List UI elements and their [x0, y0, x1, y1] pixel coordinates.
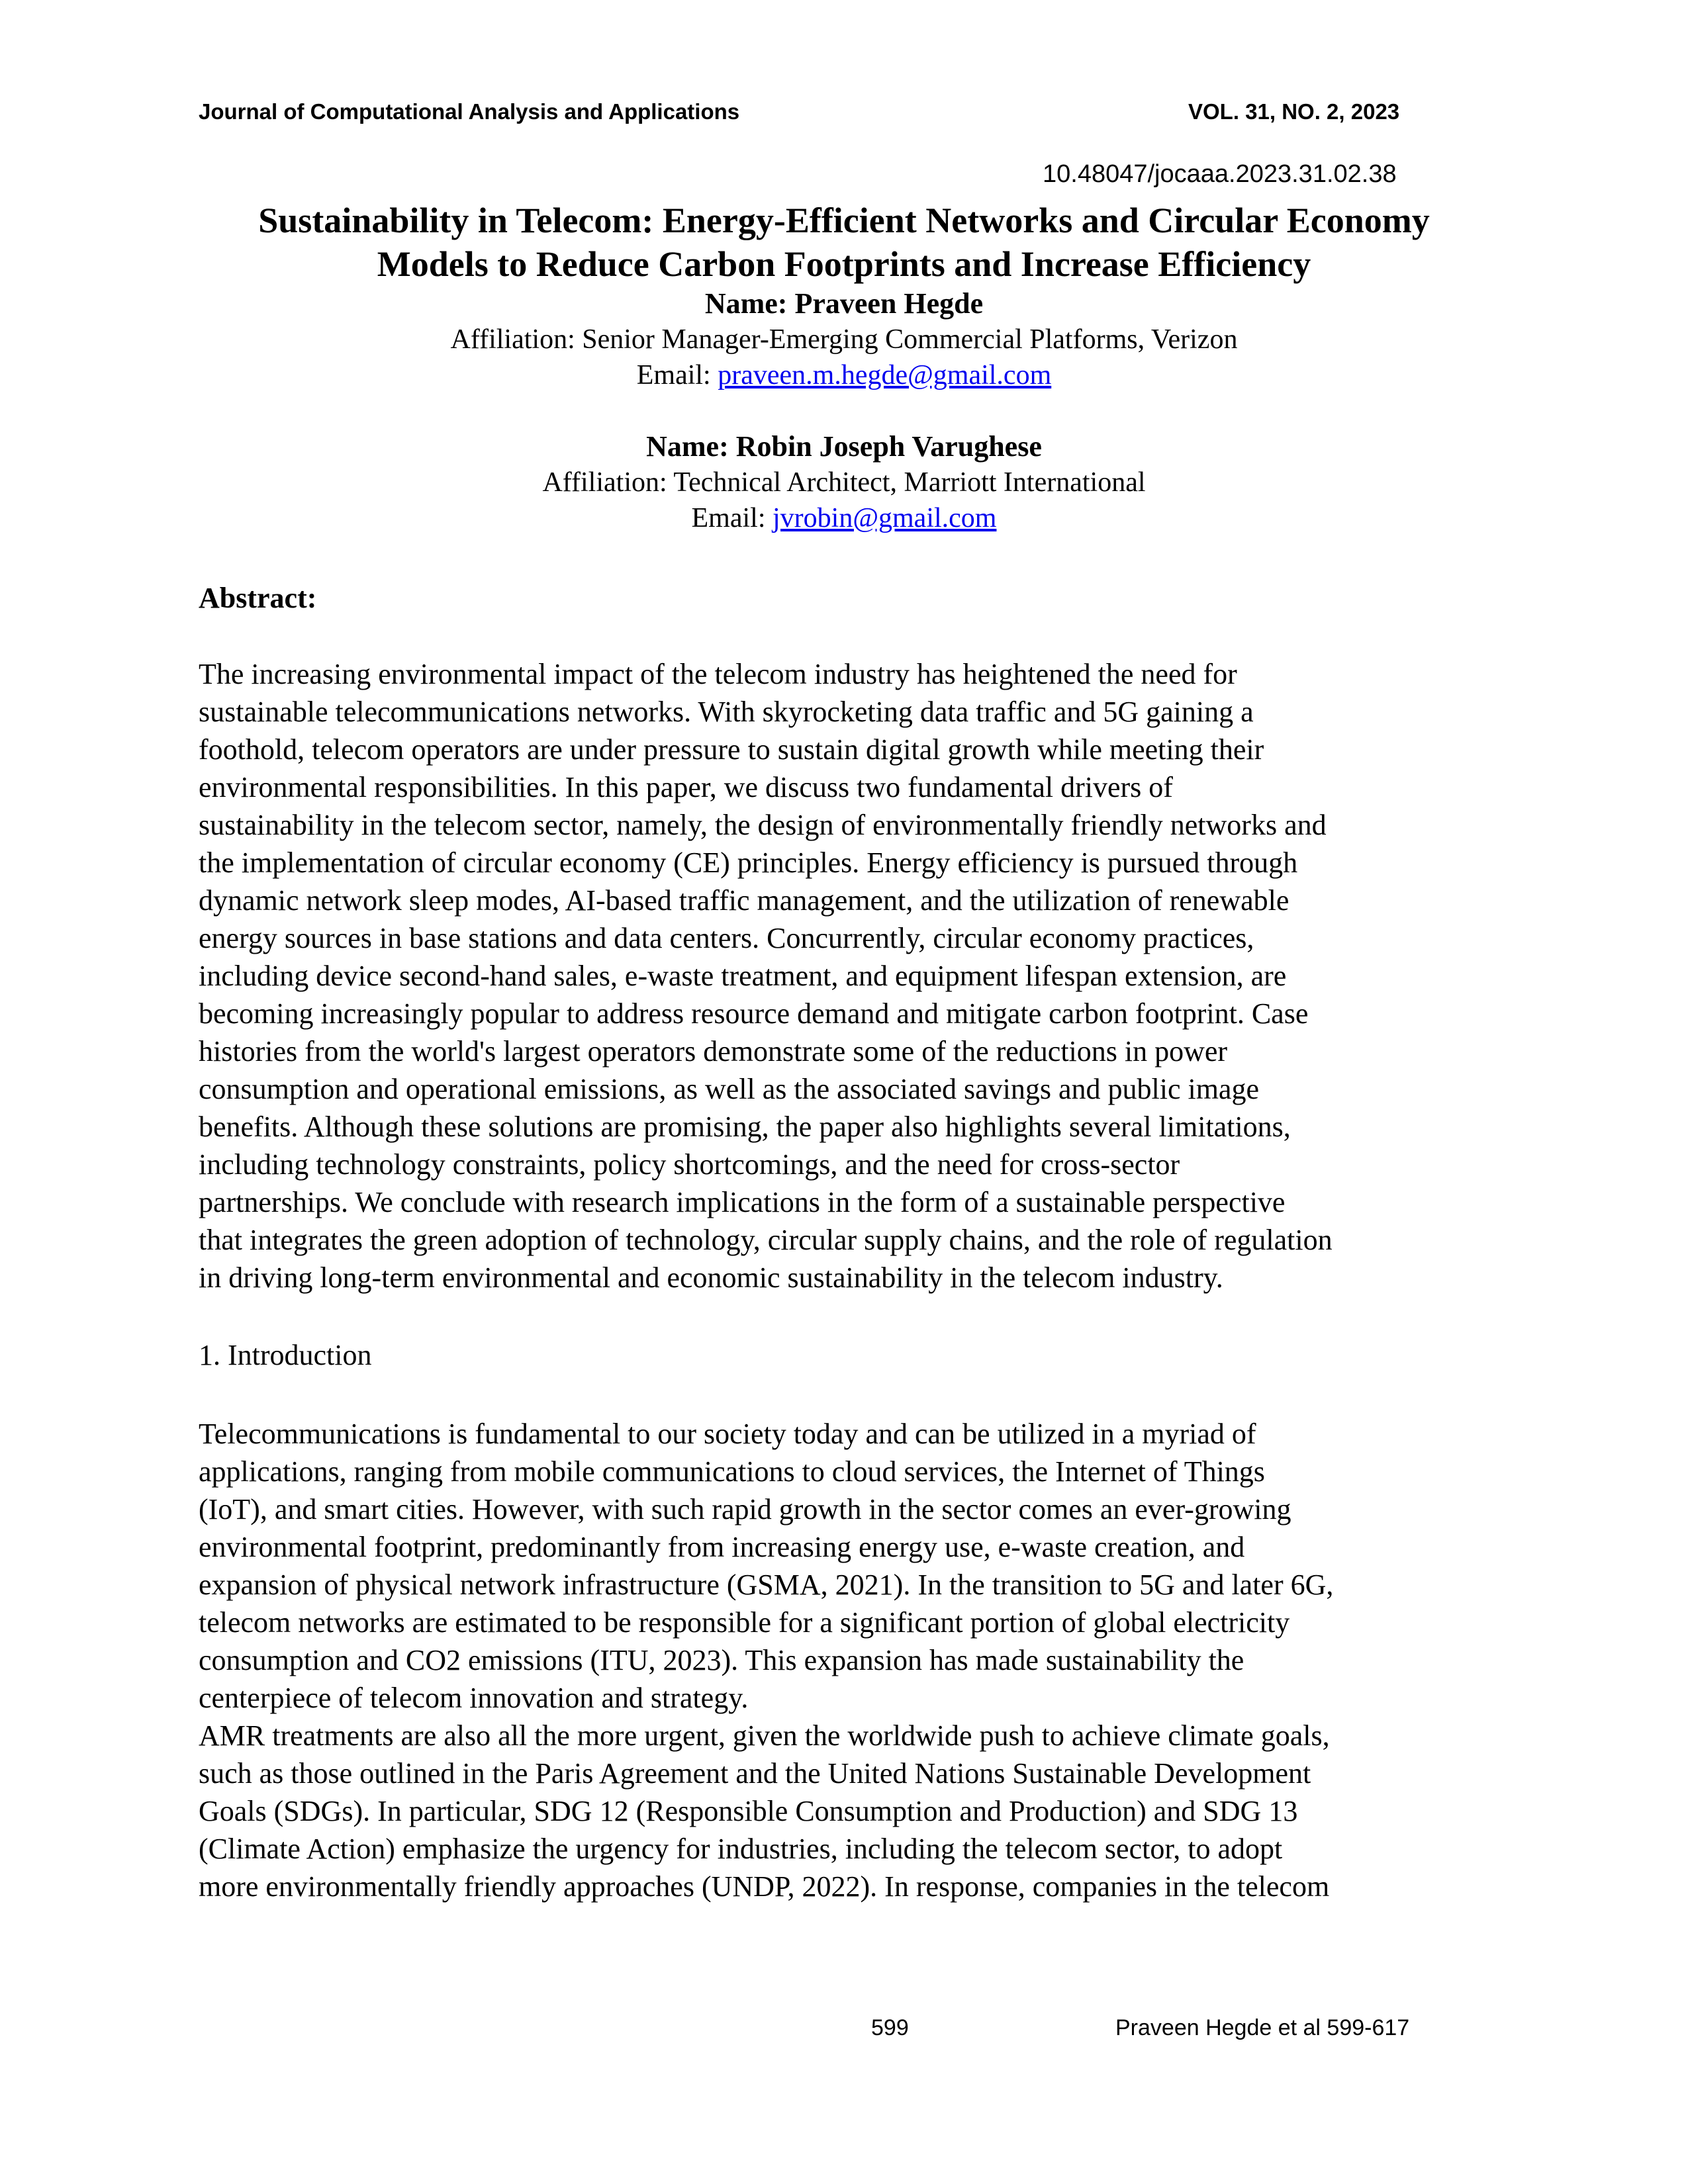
author-affiliation: Affiliation: Senior Manager-Emerging Commercial Platforms, Verizon [450, 324, 1238, 355]
text-line: including device second-hand sales, e-waste treatment, and equipment lifespan extension, are [199, 960, 1287, 992]
author-name: Name: Praveen Hegde [704, 287, 984, 320]
author-name: Name: Robin Joseph Varughese [646, 430, 1042, 463]
text-line: more environmentally friendly approaches (UNDP, 2022). In response, companies in the telecom [199, 1870, 1330, 1903]
text-line: consumption and CO2 emissions (ITU, 2023). This expansion has made sustainability the [199, 1644, 1244, 1676]
text-line: Goals (SDGs). In particular, SDG 12 (Responsible Consumption and Production) and SDG 13 [199, 1795, 1298, 1827]
text-line: the implementation of circular economy (CE) principles. Energy efficiency is pursued through [199, 846, 1298, 879]
text-line: including technology constraints, policy shortcomings, and the need for cross-sector [199, 1148, 1180, 1181]
text-line: AMR treatments are also all the more urgent, given the worldwide push to achieve climate goals, [199, 1719, 1330, 1752]
title-block [132, 199, 1556, 536]
footer-author-pages: Praveen Hegde et al 599-617 [1115, 2015, 1410, 2040]
text-line: in driving long-term environmental and economic sustainability in the telecom industry. [199, 1261, 1223, 1294]
email-label: Email: [691, 503, 773, 533]
text-line: environmental responsibilities. In this paper, we discuss two fundamental drivers of [199, 771, 1173, 803]
text-line: benefits. Although these solutions are promising, the paper also highlights several limitations, [199, 1111, 1291, 1143]
text-line: (Climate Action) emphasize the urgency for industries, including the telecom sector, to adopt [199, 1833, 1283, 1865]
email-label: Email: [636, 360, 718, 390]
author-email-link[interactable]: praveen.m.hegde@gmail.com [718, 360, 1052, 390]
text-line: consumption and operational emissions, as well as the associated savings and public image [199, 1073, 1259, 1105]
text-line: that integrates the green adoption of technology, circular supply chains, and the role of regulation [199, 1224, 1333, 1256]
text-line: dynamic network sleep modes, AI-based traffic management, and the utilization of renewable [199, 884, 1289, 917]
author-email-line [132, 357, 1556, 393]
introduction-body [199, 1415, 1496, 1905]
page-number: 599 [871, 2015, 909, 2040]
section-heading-introduction: 1. Introduction [199, 1339, 372, 1371]
doi: 10.48047/jocaaa.2023.31.02.38 [1043, 160, 1397, 188]
paper-title-line-1: Sustainability in Telecom: Energy-Efficient Networks and Circular Economy [258, 201, 1430, 240]
journal-volume: VOL. 31, NO. 2, 2023 [1188, 99, 1400, 124]
text-line: expansion of physical network infrastructure (GSMA, 2021). In the transition to 5G and later 6G, [199, 1569, 1334, 1601]
author-email-link[interactable]: jvrobin@gmail.com [773, 503, 997, 533]
journal-name: Journal of Computational Analysis and Applications [199, 99, 740, 124]
text-line: centerpiece of telecom innovation and strategy. [199, 1682, 749, 1714]
text-line: sustainability in the telecom sector, namely, the design of environmentally friendly networks and [199, 809, 1327, 841]
text-line: such as those outlined in the Paris Agreement and the United Nations Sustainable Development [199, 1757, 1311, 1790]
text-line: environmental footprint, predominantly from increasing energy use, e-waste creation, and [199, 1531, 1245, 1563]
paper-title-line-2: Models to Reduce Carbon Footprints and Increase Efficiency [377, 244, 1311, 284]
author-block-1 [132, 286, 1556, 393]
text-line: applications, ranging from mobile communications to cloud services, the Internet of Things [199, 1455, 1265, 1488]
text-line: partnerships. We conclude with research implications in the form of a sustainable perspective [199, 1186, 1286, 1218]
text-line: energy sources in base stations and data centers. Concurrently, circular economy practices, [199, 922, 1254, 954]
author-block-2 [132, 429, 1556, 536]
text-line: foothold, telecom operators are under pressure to sustain digital growth while meeting their [199, 733, 1264, 766]
author-email-line [132, 500, 1556, 536]
abstract-heading: Abstract: [199, 582, 317, 614]
text-line: histories from the world's largest operators demonstrate some of the reductions in power [199, 1035, 1228, 1068]
text-line: sustainable telecommunications networks. With skyrocketing data traffic and 5G gaining a [199, 696, 1254, 728]
abstract-body [199, 655, 1496, 1297]
author-affiliation: Affiliation: Technical Architect, Marriott International [542, 467, 1146, 498]
text-line: (IoT), and smart cities. However, with such rapid growth in the sector comes an ever-growing [199, 1493, 1291, 1525]
text-line: telecom networks are estimated to be responsible for a significant portion of global electricity [199, 1606, 1290, 1639]
text-line: becoming increasingly popular to address resource demand and mitigate carbon footprint. Case [199, 997, 1309, 1030]
text-line: Telecommunications is fundamental to our society today and can be utilized in a myriad of [199, 1418, 1256, 1450]
text-line: The increasing environmental impact of the telecom industry has heightened the need for [199, 658, 1237, 690]
